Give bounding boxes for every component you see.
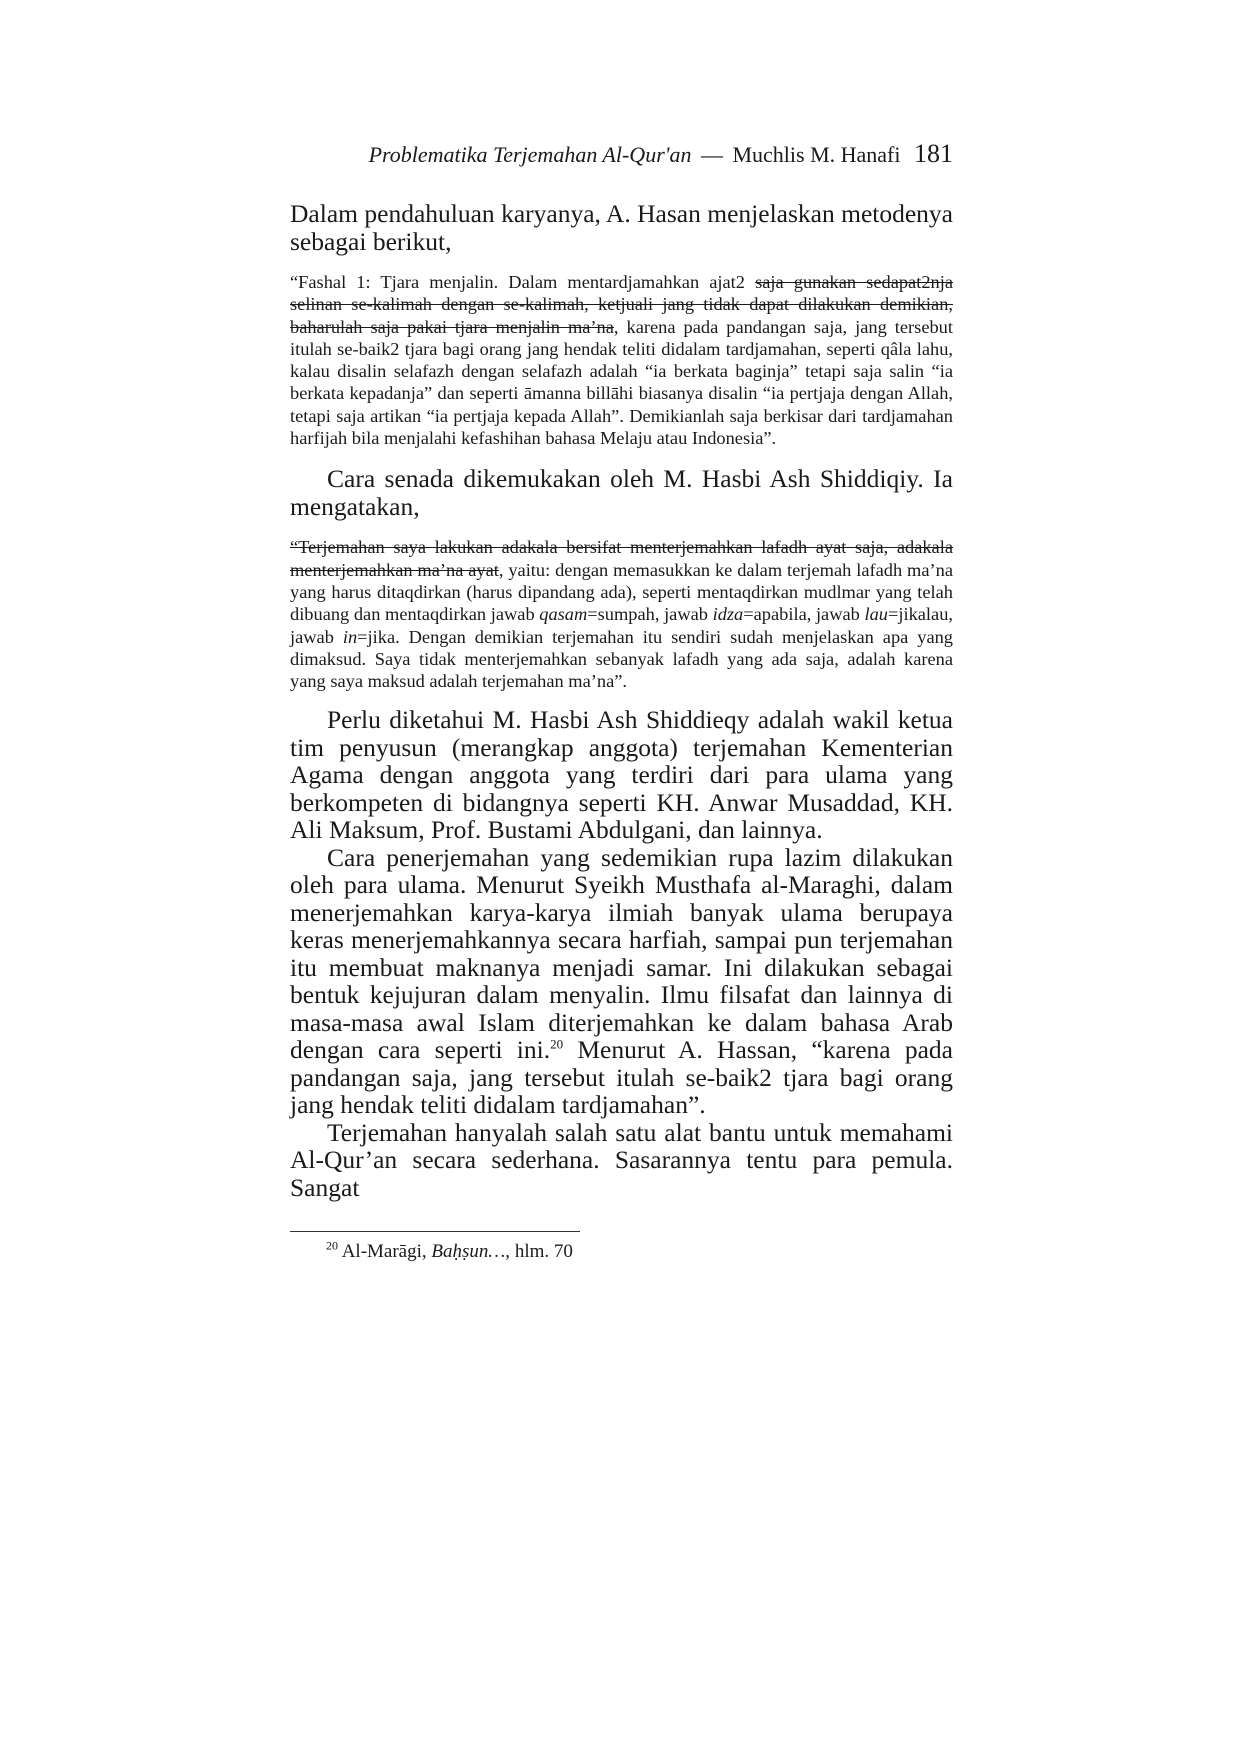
footnote-work: Baḥṣun…,: [431, 1241, 511, 1262]
paragraph-3: Perlu diketahui M. Hasbi Ash Shiddieqy adalah wakil ketua tim penyusun (merangkap anggota) terjemahan Kementerian Agama dengan anggota yang terdiri dari para ulama yang berkompeten di bidangnya seperti KH. Anwar Musaddad, KH. Ali Maksum, Prof. Bustami Abdulgani, dan lainnya.: [290, 705, 953, 845]
quote2-part4: =jikalau, jawab: [290, 604, 953, 647]
footnote-author: Al-Marāgi,: [341, 1241, 432, 1262]
page-number: 181: [914, 139, 953, 168]
running-header: [290, 140, 953, 169]
footnote-20: [326, 1240, 573, 1264]
term-qasam: qasam: [539, 604, 588, 625]
header-author: Muchlis M. Hanafi: [732, 142, 901, 167]
paragraph-2: Cara senada dikemukakan oleh M. Hasbi Ash Shiddiqiy. Ia mengatakan,: [290, 464, 953, 521]
footnote-divider: [290, 1231, 580, 1232]
term-lau: lau: [864, 604, 888, 625]
header-title: Problematika Terjemahan Al-Qur'an: [368, 142, 692, 167]
quote1-struck-text: saja gunakan sedapat2nja selinan se-kalimah dengan se-kalimah, ketjuali jang tidak dapat dilakukan demikian, baharulah saja pakai tjara menjalin ma’na: [290, 272, 953, 337]
main-column: [290, 200, 953, 1201]
quote2-part2: =sumpah, jawab: [587, 604, 713, 625]
quote1-rest: , karena pada pandangan saja, jang tersebut itulah se-baik2 tjara bagi orang jang hendak teliti didalam tardjamahan, seperti qâla lahu, kalau disalin selafazh dengan selafazh adalah “ia berkata baginja” tetapi saja salin “ia berkata kepadanja” dan seperti āmanna billāhi biasanya disalin “ia pertjaja dengan Allah, tetapi saja artikan “ia pertjaja kepada Allah”. Demikianlah saja berkisar dari tardjamahan harfijah bila menjalahi kefashihan bahasa Melaju atau Indonesia”.: [290, 316, 953, 449]
paragraph-4: [290, 844, 953, 1119]
block-quote-1: [290, 271, 953, 449]
block-quote-2: [290, 536, 953, 692]
term-idza: idza: [712, 604, 744, 625]
footnote-page: hlm. 70: [510, 1241, 573, 1262]
paragraph-4-text: Cara penerjemahan yang sedemikian rupa lazim dilakukan oleh para ulama. Menurut Syeikh Musthafa al-Maraghi, dalam menerjemahkan karya-karya ilmiah banyak ulama berupaya keras menerjemahkannya secara harfiah, sampai pun terjemahan itu membuat maknanya menjadi samar. Ini dilakukan sebagai bentuk kejujuran dalam menyalin. Ilmu filsafat dan lainnya di masa-masa awal Islam diterjemahkan ke dalam bahasa Arab dengan cara seperti ini.: [290, 842, 953, 1065]
paragraph-5: Terjemahan hanyalah salah satu alat bantu untuk memahami Al-Qur’an secara sederhana. Sasarannya tentu para pemula. Sangat: [290, 1117, 953, 1202]
paragraph-1: Dalam pendahuluan karyanya, A. Hasan menjelaskan metodenya sebagai berikut,: [290, 199, 953, 256]
quote2-struck-text: “Terjemahan saya lakukan adakala bersifat menterjemahkan lafadh ayat saja, adakala menterjemahkan ma’na ayat: [290, 537, 953, 580]
quote1-lead: “Fashal 1: Tjara menjalin. Dalam mentardjamahkan ajat2: [290, 272, 756, 292]
term-in: in: [342, 626, 358, 647]
footnote-number: 20: [326, 1238, 338, 1253]
footnote-ref-20[interactable]: 20: [550, 1036, 564, 1052]
paragraph-4-continued: Menurut A. Hassan, “karena pada pandangan saja, jang tersebut itulah se-baik2 tjara bagi orang jang hendak teliti didalam tardjamahan”.: [290, 1035, 953, 1120]
quote2-part1: , yaitu: dengan memasukkan ke dalam terjemah lafadh ma’na yang harus ditaqdirkan (harus dipandang ada), seperti mentaqdirkan mudlmar yang telah dibuang dan mentaqdirkan jawab: [290, 559, 953, 625]
header-separator: —: [700, 142, 723, 167]
quote2-part5: =jika. Dengan demikian terjemahan itu sendiri sudah menjelaskan apa yang dimaksud. Saya tidak menterjemahkan sebanyak lafadh yang ada saja, adalah karena yang saya maksud adalah terjemahan ma’na”.: [290, 626, 953, 692]
quote2-part3: =apabila, jawab: [743, 604, 865, 625]
